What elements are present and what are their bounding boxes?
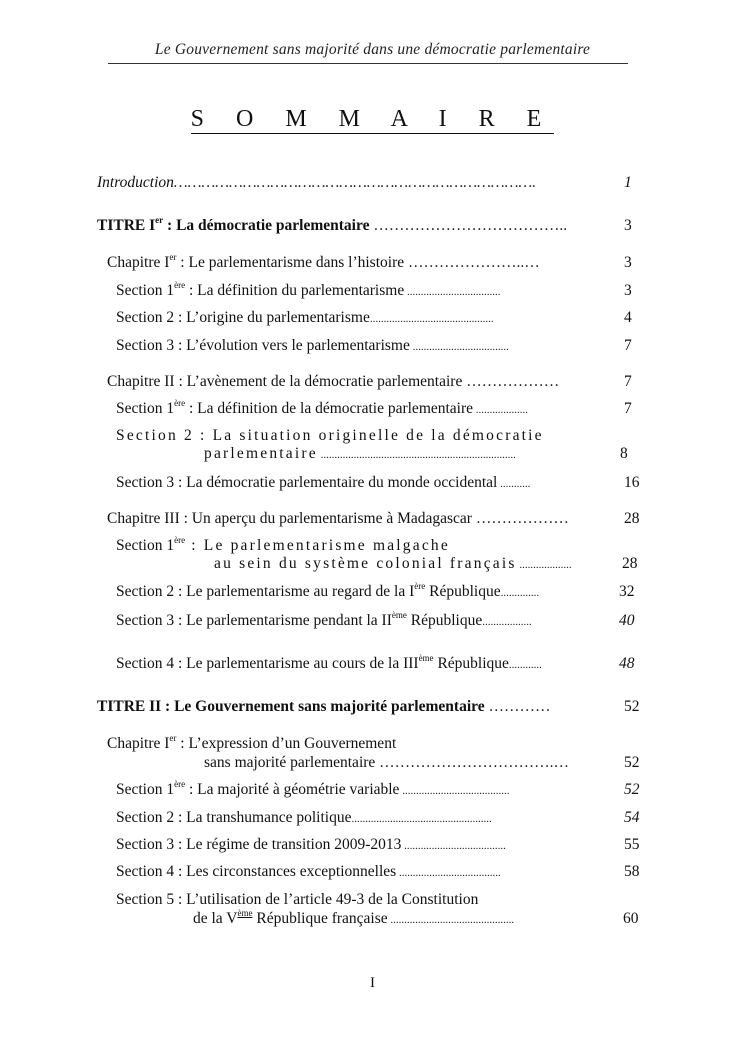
toc-entry-ch1-section-2[interactable] [116, 308, 632, 329]
page-number: 3 [624, 254, 632, 271]
entry-label: Chapitre III : Un aperçu du parlementarisme à Madagascar [107, 510, 472, 527]
toc-title [0, 106, 745, 133]
leader-dots: .................................. [404, 286, 501, 298]
entry-label: Section 3 : Le régime de transition 2009-2013 [116, 836, 402, 853]
page-number: 4 [624, 309, 632, 326]
toc-entry-ch2-section-2[interactable] [116, 426, 628, 462]
toc-entry-ch1-section-1[interactable] [116, 280, 632, 302]
toc-entry-ch3-section-1[interactable] [116, 535, 638, 572]
leader-dots: ........... [497, 478, 531, 490]
entry-label: Section 2 : L’origine du parlementarisme [116, 309, 370, 326]
leader-dots: ……………… [462, 373, 560, 390]
toc-entry-chapitre-2[interactable] [107, 372, 632, 392]
entry-continuation: au sein du système colonial français ................... [214, 555, 572, 572]
leader-dots: ................................... [409, 341, 509, 353]
leader-dots: ………… [484, 698, 551, 715]
page-number: 16 [624, 474, 640, 491]
toc-entry-ch3-section-2[interactable] [116, 581, 635, 603]
page-number: 7 [624, 400, 632, 417]
toc-entry-titre-2[interactable] [97, 697, 640, 717]
toc-entry-chapitre-3[interactable] [107, 509, 640, 529]
page-number: 54 [624, 809, 640, 826]
leader-dots: …………………..… [404, 254, 540, 271]
leader-dots: ……………………………………………………………………. [173, 174, 537, 191]
leader-dots: ................................................... [351, 813, 492, 825]
page-number: 3 [624, 217, 632, 234]
entry-label: Section 3 : Le parlementarisme pendant la IIème République [116, 610, 483, 629]
toc-entry-titre-1[interactable] [97, 215, 632, 236]
entry-label: Section 2 : La transhumance politique [116, 809, 352, 826]
toc-entry-t2-section-4[interactable] [116, 862, 640, 883]
entry-continuation: sans majorité parlementaire …………………………….… [204, 754, 570, 771]
toc-entry-t2-section-2[interactable] [116, 808, 640, 829]
leader-dots: ..................................... [401, 840, 506, 852]
leader-dots: ................... [473, 404, 529, 416]
entry-label: Section 2 : Le parlementarisme au regard de la Ière République [116, 581, 501, 600]
leader-dots: …………………………….… [375, 754, 570, 771]
leader-dots: .............. [500, 587, 540, 599]
toc-entry-ch3-section-4[interactable] [116, 653, 635, 675]
entry-continuation: de la Vème République française ............................................. [193, 908, 515, 927]
page-number: 3 [624, 282, 632, 299]
toc-entry-t2-section-3[interactable] [116, 835, 640, 856]
entry-label: Section 4 : Le parlementarisme au cours de la IIIème République [116, 653, 509, 672]
page-number: 28 [624, 510, 640, 527]
leader-dots: ................... [516, 559, 572, 571]
page-number: 52 [624, 781, 640, 798]
toc-entry-chapitre-1[interactable] [107, 252, 632, 273]
page-number: 55 [624, 836, 640, 853]
page-number: 7 [624, 373, 632, 390]
toc-entry-ch1-section-3[interactable] [116, 336, 632, 357]
toc-title-text: S O M M A I R E [190, 106, 555, 132]
page-number: 32 [619, 583, 635, 600]
toc-entry-ch2-section-1[interactable] [116, 398, 632, 420]
page-number: 7 [624, 337, 632, 354]
toc-entry-ch3-section-3[interactable] [116, 610, 635, 632]
entry-label: Section 5 : L’utilisation de l’article 49-3 de la Constitution [116, 891, 479, 908]
leader-dots: .................. [482, 616, 532, 628]
entry-label: Section 1ère : La majorité à géométrie variable [116, 779, 400, 798]
entry-label: Section 1ère : Le parlementarisme malgache [116, 535, 450, 554]
page-number: 60 [623, 910, 639, 927]
toc-entry-ch2-section-3[interactable] [116, 473, 640, 494]
entry-label: Section 1ère : La définition de la démocratie parlementaire [116, 398, 474, 417]
page-number: 40 [619, 612, 635, 629]
entry-label: Chapitre Ier : L’expression d’un Gouvernement [107, 733, 397, 752]
entry-label: Section 3 : La démocratie parlementaire du monde occidental [116, 474, 498, 491]
leader-dots: ..................................... [396, 867, 501, 879]
entry-continuation: parlementaire ....................................................................... [204, 445, 516, 462]
toc-entry-t2-chapitre-1[interactable] [107, 733, 640, 771]
running-header: Le Gouvernement sans majorité dans une démocratie parlementaire [154, 41, 591, 58]
entry-label: Section 2 : La situation originelle de la démocratie [116, 427, 544, 444]
page-number: 28 [622, 555, 638, 572]
leader-dots: ……………… [471, 510, 569, 527]
entry-label: Section 3 : L’évolution vers le parlementarisme [116, 337, 410, 354]
page-number: 48 [619, 655, 635, 672]
page-number: 52 [624, 754, 640, 771]
page-number: 1 [624, 174, 632, 191]
toc-entry-t2-section-1[interactable] [116, 779, 640, 801]
entry-label: Section 4 : Les circonstances exceptionnelles [116, 863, 397, 880]
page-folio: I [370, 975, 375, 991]
entry-label: TITRE Ier : La démocratie parlementaire [97, 215, 370, 234]
toc-entry-introduction[interactable] [97, 173, 632, 193]
entry-label: Chapitre II : L’avènement de la démocratie parlementaire [107, 373, 463, 390]
leader-dots: ....................................... [399, 785, 510, 797]
leader-dots: ............ [508, 659, 542, 671]
leader-dots: ……………………………….. [369, 217, 568, 234]
page-number: 52 [624, 698, 640, 715]
leader-dots: ............................................. [387, 914, 515, 926]
entry-label: TITRE II : Le Gouvernement sans majorité parlementaire [97, 698, 485, 715]
page-number: 58 [624, 863, 640, 880]
entry-label: Chapitre Ier : Le parlementarisme dans l’histoire [107, 252, 405, 271]
leader-dots: ............................................. [369, 313, 494, 325]
page-number: 8 [620, 445, 628, 462]
toc-entry-t2-section-5[interactable] [116, 890, 639, 927]
entry-label: Section 1ère : La définition du parlementarisme [116, 280, 405, 299]
entry-label: Introduction [97, 174, 174, 191]
leader-dots: ....................................................................... [317, 449, 516, 461]
header-rule [108, 63, 628, 64]
